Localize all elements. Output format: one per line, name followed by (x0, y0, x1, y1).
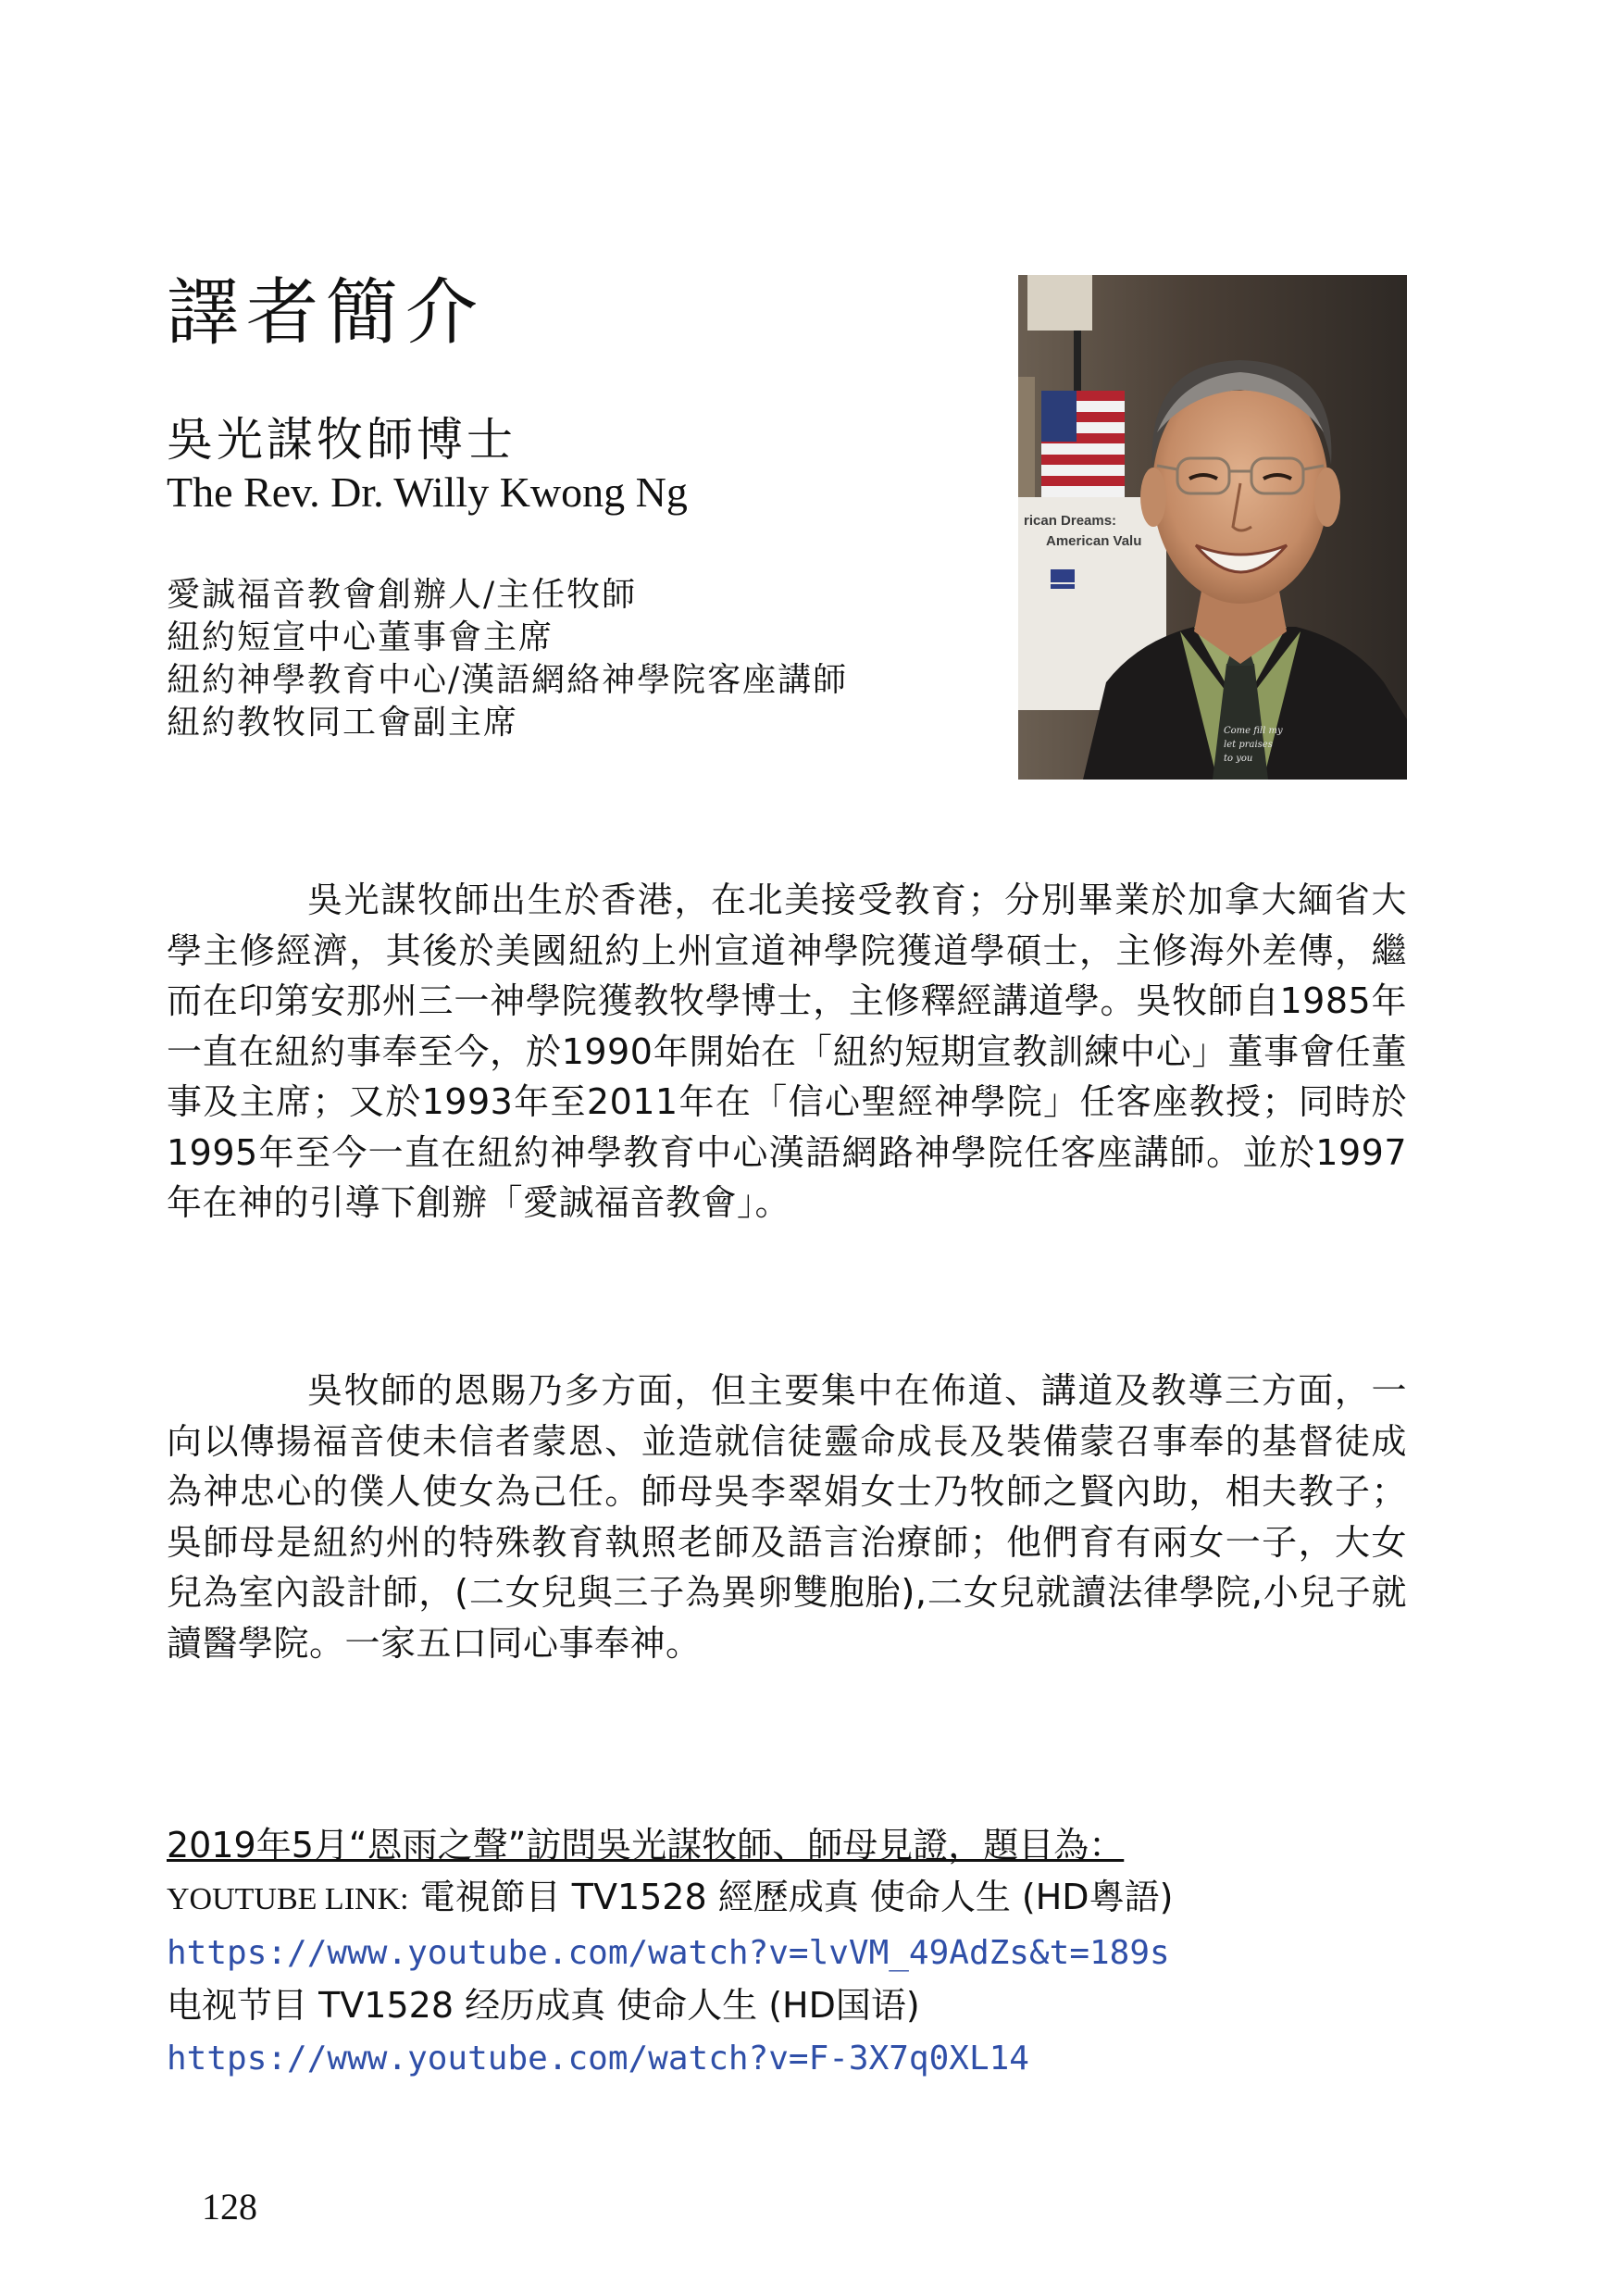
paragraph-text: 吳牧師的恩賜乃多方面，但主要集中在佈道、講道及教導三方面，一向以傳揚福音使未信者蒙恩、並造就信徒靈命成長及裝備蒙召事奉的基督徒成為神忠心的僕人使女為己任。師母吳李翠娟女士乃牧師之賢內助，相夫教子；吳師母是紐約州的特殊教育執照老師及語言治療師；他們育有兩女一子，大女兒為室內設計師，(二女兒與三子為異卵雙胞胎),二女兒就讀法律學院,小兒子就讀醫學院。一家五口同心事奉神。 (167, 1370, 1407, 1664)
role-item: 紐約神學教育中心/漢語網絡神學院客座講師 (167, 661, 849, 699)
page-number: 128 (202, 2186, 257, 2227)
paragraph-text: 吳光謀牧師出生於香港，在北美接受教育；分別畢業於加拿大緬省大學主修經濟，其後於美國紐約上州宣道神學院獲道學碩士，主修海外差傳，繼而在印第安那州三一神學院獲教牧學博士，主修釋經講道學。吳牧師自1985年一直在紐約事奉至今，於1990年開始在「紐約短期宣教訓練中心」董事會任董事及主席；又於1993年至2011年在「信心聖經神學院」任客座教授；同時於1995年至今一直在紐約神學教育中心漢語網路神學院任客座講師。並於1997年在神的引導下創辦「愛誠福音教會」。 (167, 880, 1407, 1223)
video1-title: 電視節目 TV1528 經歷成真 使命人生 (HD粵語) (419, 1877, 1174, 1917)
biography-paragraph-2 (167, 1366, 1407, 1668)
translator-roles (167, 574, 848, 744)
translator-name-chinese: 吳光謀牧師博士 (167, 413, 517, 467)
youtube-link-label: YOUTUBE LINK: (167, 1882, 409, 1916)
role-item: 紐約短宣中心董事會主席 (167, 618, 554, 656)
interview-heading: 2019年5月“恩雨之聲”訪問吳光謀牧師、師母見證，題目為： (167, 1825, 1125, 1866)
logo-mark-icon (1051, 569, 1075, 582)
biography-paragraph-1 (167, 875, 1407, 1229)
tie-text: Come fill my (1224, 726, 1283, 736)
photo-banner-text: rican Dreams: (1024, 513, 1117, 529)
flag-in-background (1041, 391, 1125, 497)
video1-row (167, 1871, 1173, 1926)
role-item: 愛誠福音教會創辦人/主任牧師 (167, 576, 638, 614)
video1-url-link[interactable]: https://www.youtube.com/watch?v=lvVM_49AdZs&t=189s (167, 1934, 1170, 1972)
page-title: 譯者簡介 (167, 271, 486, 355)
translator-portrait-photo (1018, 275, 1407, 780)
tie-text: to you (1224, 754, 1253, 764)
video2-url-link[interactable]: https://www.youtube.com/watch?v=F-3X7q0XL14 (167, 2040, 1029, 2078)
translator-name-english: The Rev. Dr. Willy Kwong Ng (167, 468, 688, 516)
photo-banner-text: American Valu (1046, 533, 1142, 549)
role-item: 紐約教牧同工會副主席 (167, 704, 519, 742)
tie-text: let praises (1224, 740, 1273, 750)
video2-title: 电视节目 TV1528 经历成真 使命人生 (HD国语) (167, 1985, 920, 2026)
video-links-section (167, 1819, 1173, 2085)
